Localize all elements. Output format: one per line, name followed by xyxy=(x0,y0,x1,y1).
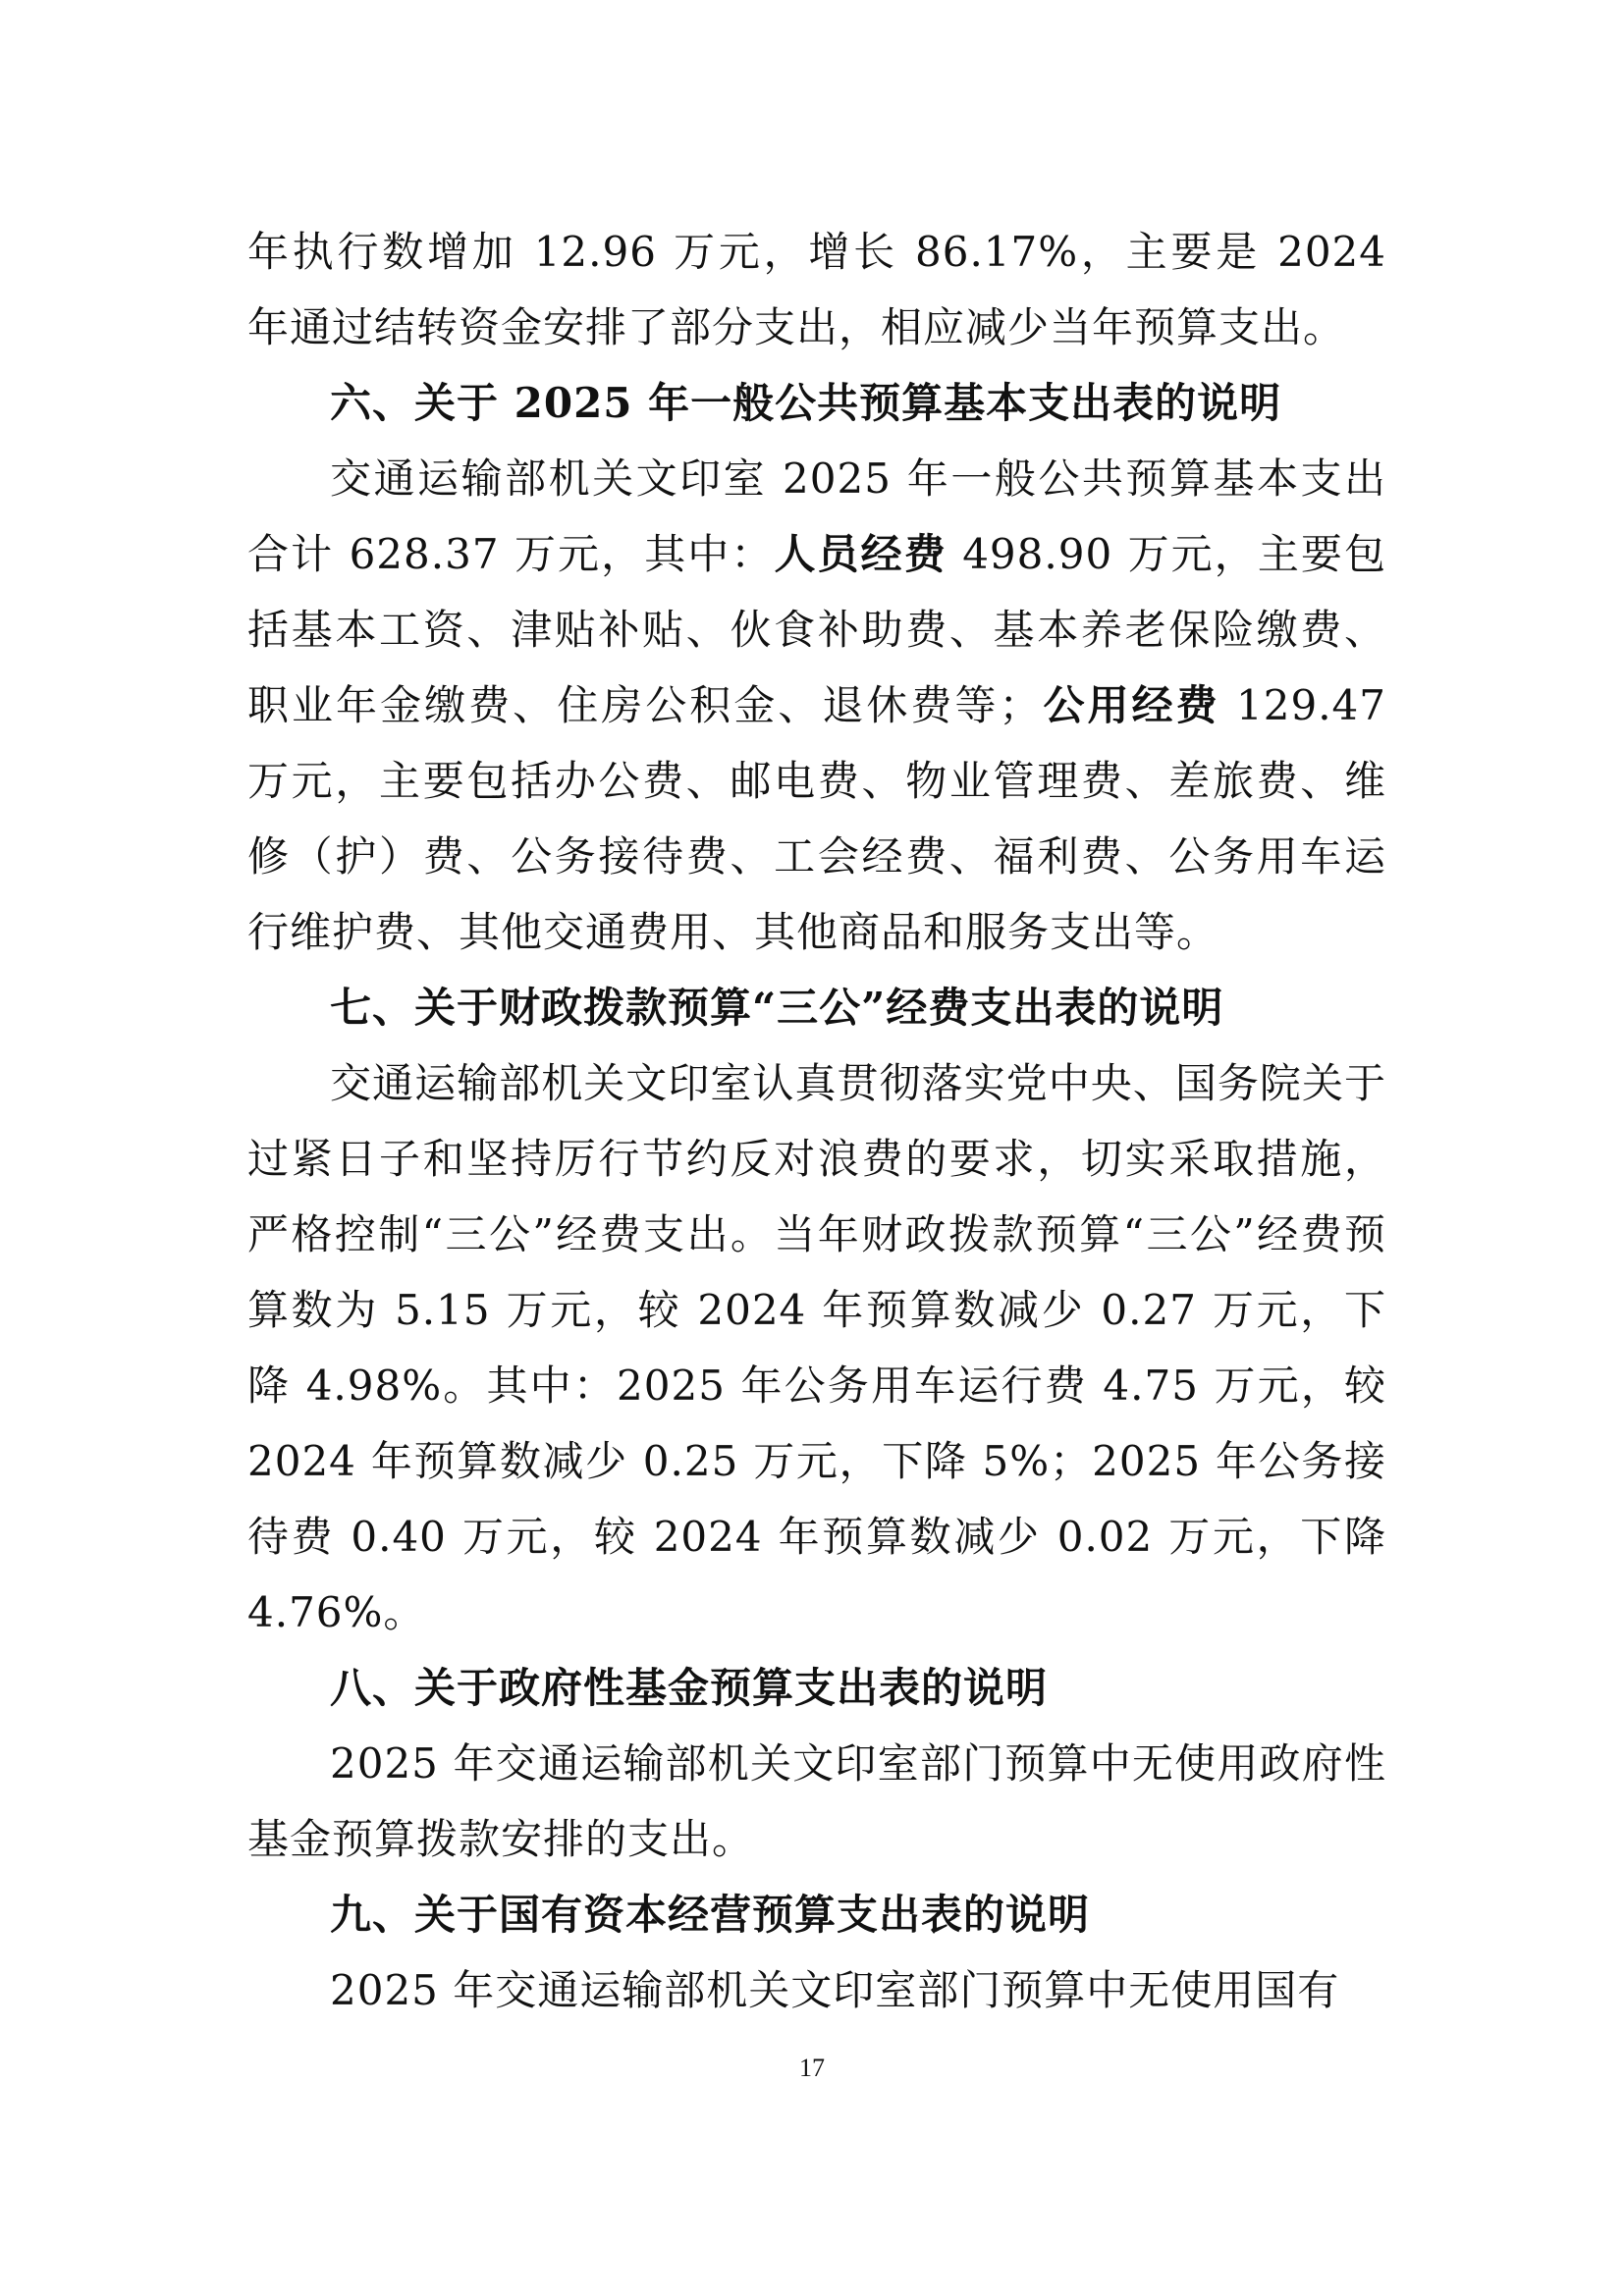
body-paragraph-government-fund: 2025 年交通运输部机关文印室部门预算中无使用政府性基金预算拨款安排的支出。 xyxy=(247,1739,1386,1863)
body-paragraph-basic-expenditure xyxy=(247,441,1386,970)
section-heading-8: 八、关于政府性基金预算支出表的说明 xyxy=(330,1664,1049,1712)
page-number: 17 xyxy=(799,2054,825,2082)
paragraph-text-segment: 498.90 万元，主要包括基本工资、津贴补贴、伙食补助费、基本养老保险缴费、职业年金缴费、住房公积金、退休费等； xyxy=(247,530,1386,729)
document-body xyxy=(247,214,1386,2028)
body-paragraph-continuation: 年执行数增加 12.96 万元，增长 86.17%，主要是 2024 年通过结转资金安排了部分支出，相应减少当年预算支出。 xyxy=(247,228,1386,351)
section-heading-9: 九、关于国有资本经营预算支出表的说明 xyxy=(330,1891,1091,1939)
paragraph-text-segment: 交通运输部机关文印室 2025 年一般公共预算基本支出合计 628.37 万元，其中： xyxy=(247,454,1386,578)
bold-term-public-costs: 公用经费 xyxy=(1041,681,1220,729)
bold-term-personnel-costs: 人员经费 xyxy=(774,530,947,578)
section-heading-6: 六、关于 2025 年一般公共预算基本支出表的说明 xyxy=(330,379,1282,427)
section-heading-7: 七、关于财政拨款预算“三公”经费支出表的说明 xyxy=(330,984,1224,1032)
body-paragraph-three-public-expenses: 交通运输部机关文印室认真贯彻落实党中央、国务院关于过紧日子和坚持厉行节约反对浪费的要求，切实采取措施，严格控制“三公”经费支出。当年财政拨款预算“三公”经费预算数为 5.15 万元，较 2024 年预算数减少 0.27 万元，下降 4.98%。其中：2025 年公务用车运行费 4.75 万元，较 2024 年预算数减少 0.25 万元，下降 5%；2025 年公务接待费 0.40 万元，较 2024 年预算数减少 0.02 万元，下降 4.76%。 xyxy=(247,1059,1386,1636)
body-paragraph-state-capital: 2025 年交通运输部机关文印室部门预算中无使用国有 xyxy=(330,1966,1340,2014)
paragraph-text-segment: 129.47 万元，主要包括办公费、邮电费、物业管理费、差旅费、维修（护）费、公务接待费、工会经费、福利费、公务用车运行维护费、其他交通费用、其他商品和服务支出等。 xyxy=(247,681,1386,956)
